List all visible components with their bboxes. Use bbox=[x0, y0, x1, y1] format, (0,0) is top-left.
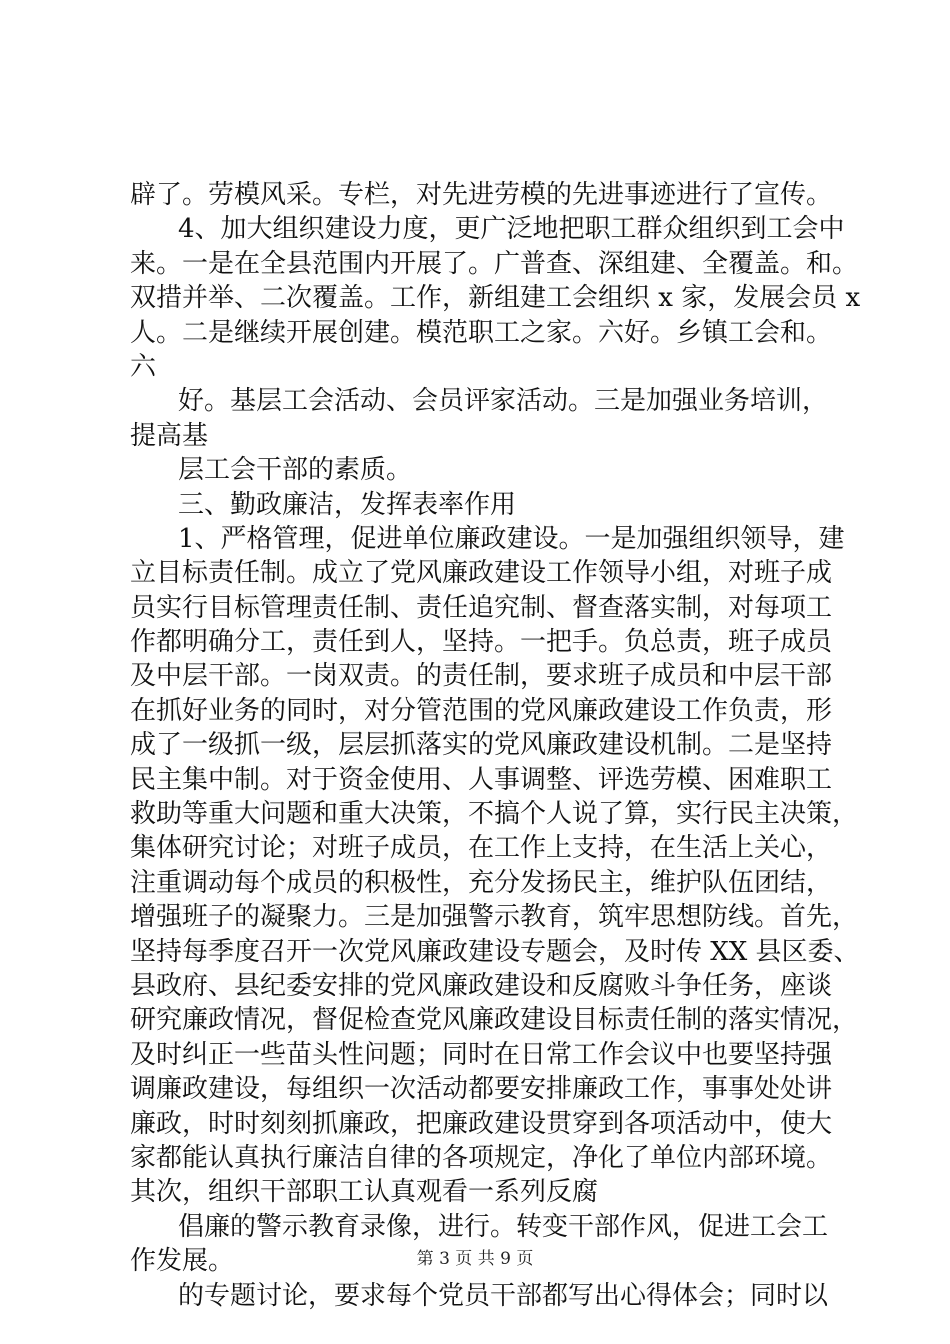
text-line: 员实行目标管理责任制、责任追究制、督查落实制，对每项工 bbox=[130, 592, 833, 623]
text-line: 辟了。劳模风采。专栏，对先进劳模的先进事迹进行了宣传。 bbox=[130, 180, 833, 210]
text-line: 三、勤政廉洁，发挥表率作用 bbox=[178, 489, 517, 520]
text-line: 六 bbox=[130, 351, 157, 382]
text-line: 县政府、县纪委安排的党风廉政建设和反腐败斗争任务，座谈 bbox=[130, 970, 833, 1001]
text-line: 注重调动每个成员的积极性，充分发扬民主，维护队伍团结， bbox=[130, 867, 833, 898]
text-line: 坚持每季度召开一次党风廉政建设专题会，及时传 XX 县区委、 bbox=[130, 936, 860, 967]
text-line: 在抓好业务的同时，对分管范围的党风廉政建设工作负责，形 bbox=[130, 695, 833, 726]
text-line: 4、加大组织建设力度，更广泛地把职工群众组织到工会中 bbox=[178, 214, 845, 245]
text-line: 调廉政建设，每组织一次活动都要安排廉政工作，事事处处讲 bbox=[130, 1074, 833, 1105]
text-line: 倡廉的警示教育录像，进行。转变干部作风，促进工会工 bbox=[178, 1211, 829, 1242]
text-line: 其次，组织干部职工认真观看一系列反腐 bbox=[130, 1177, 599, 1208]
text-line: 好。基层工会活动、会员评家活动。三是加强业务培训， bbox=[178, 386, 829, 417]
text-line: 的专题讨论，要求每个党员干部都写出心得体会；同时以 bbox=[178, 1280, 829, 1311]
text-line: 双措并举、二次覆盖。工作，新组建工会组织 x 家，发展会员 x bbox=[130, 283, 861, 314]
text-line: 家都能认真执行廉洁自律的各项规定，净化了单位内部环境。 bbox=[130, 1142, 833, 1173]
text-line: 及时纠正一些苗头性问题；同时在日常工作会议中也要坚持强 bbox=[130, 1039, 833, 1070]
text-line: 集体研究讨论；对班子成员，在工作上支持，在生活上关心， bbox=[130, 833, 833, 864]
text-line: 成了一级抓一级，层层抓落实的党风廉政建设机制。二是坚持 bbox=[130, 730, 833, 761]
text-line: 研究廉政情况，督促检查党风廉政建设目标责任制的落实情况， bbox=[130, 1005, 859, 1036]
text-line: 作都明确分工，责任到人，坚持。一把手。负总责，班子成员 bbox=[130, 627, 833, 658]
text-line: 立目标责任制。成立了党风廉政建设工作领导小组，对班子成 bbox=[130, 558, 833, 589]
document-body bbox=[130, 178, 861, 1313]
text-line: 廉政，时时刻刻抓廉政，把廉政建设贯穿到各项活动中，使大 bbox=[130, 1108, 833, 1139]
text-line: 人。二是继续开展创建。模范职工之家。六好。乡镇工会和。 bbox=[130, 317, 833, 348]
page-number-footer: 第 3 页 共 9 页 bbox=[416, 1249, 534, 1269]
text-line: 增强班子的凝聚力。三是加强警示教育，筑牢思想防线。首先， bbox=[130, 902, 859, 933]
text-line: 作发展。 bbox=[130, 1246, 235, 1277]
text-line: 民主集中制。对于资金使用、人事调整、评选劳模、困难职工 bbox=[130, 764, 833, 795]
text-line: 层工会干部的素质。 bbox=[178, 455, 413, 486]
text-line: 救助等重大问题和重大决策，不搞个人说了算，实行民主决策， bbox=[130, 799, 859, 830]
text-line: 来。一是在全县范围内开展了。广普查、深组建、全覆盖。和。 bbox=[130, 248, 859, 279]
text-line: 提高基 bbox=[130, 420, 209, 451]
text-line: 1、严格管理，促进单位廉政建设。一是加强组织领导，建 bbox=[178, 523, 845, 554]
text-line: 及中层干部。一岗双责。的责任制，要求班子成员和中层干部 bbox=[130, 661, 833, 692]
